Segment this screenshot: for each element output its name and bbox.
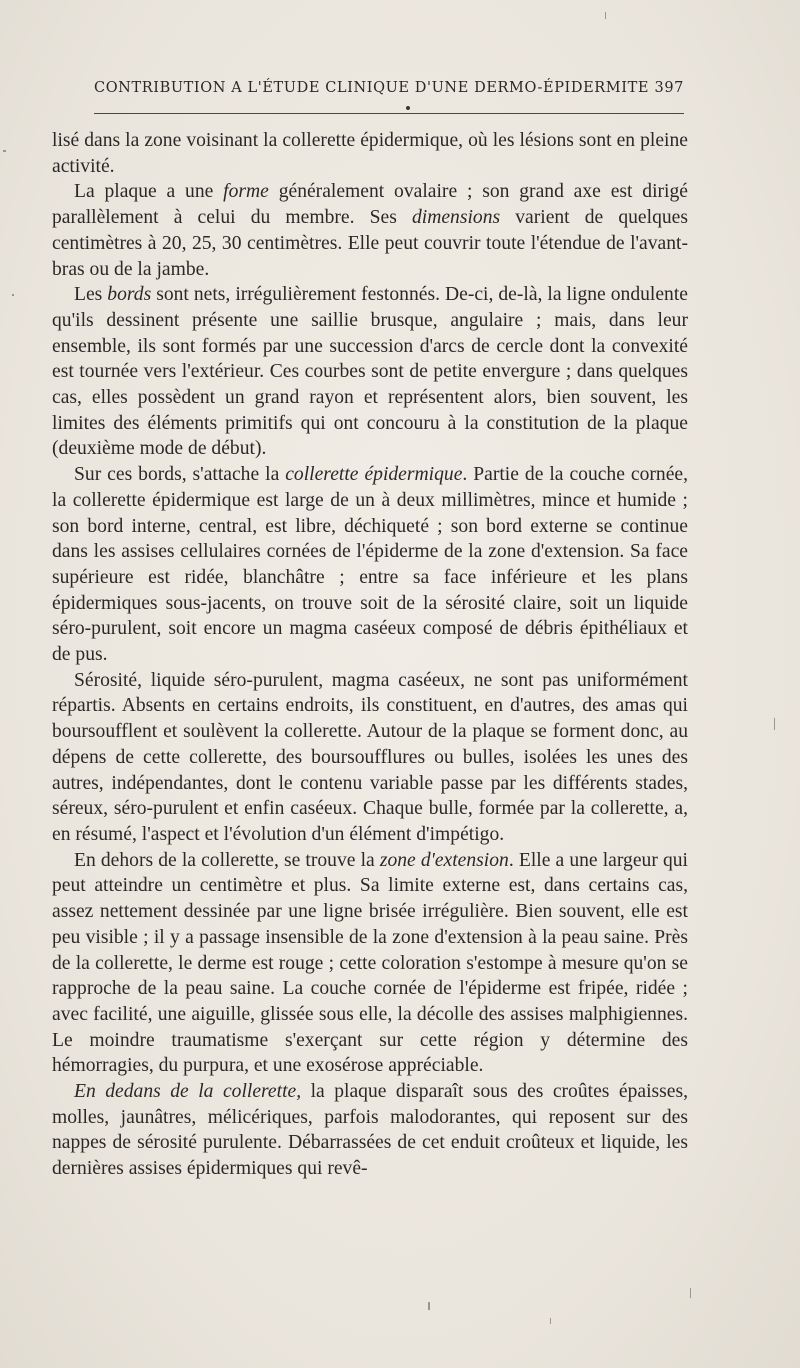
paragraph-6: En dehors de la collerette, se trouve la zone d'extension. Elle a une largeur qui peut atteindre un centimètre et plus. Sa limite externe est, dans certains cas, assez nettement dessinée par une ligne brisée irrégulière. Bien souvent, elle est peu visible ; il y a passage insensible de la zone d'extension à la peau saine. Près de la collerette, le derme est rouge ; cette coloration s'estompe à mesure qu'on se rapproche de la peau saine. La couche cornée de l'épiderme est fripée, ridée ; avec facilité, une aiguille, glissée sous elle, la décolle des assises malphigiennes. Le moindre traumatisme s'exerçant sur cette région y détermine des hémorragies, du purpura, et une exosérose appréciable. (52, 849, 688, 1077)
speck (774, 718, 775, 730)
running-title: CONTRIBUTION A L'ÉTUDE CLINIQUE D'UNE DERMO-ÉPIDERMITE (94, 80, 650, 96)
paragraph-1: lisé dans la zone voisinant la collerette épidermique, où les lésions sont en pleine activité. (52, 130, 688, 177)
paragraph-7: En dedans de la collerette, la plaque disparaît sous des croûtes épaisses, molles, jaunâtres, mélicériques, parfois malodorantes, qui reposent sur des nappes de sérosité purulente. Débarrassées de cet enduit croûteux et liquide, les dernières assises épidermiques qui revê- (52, 1081, 688, 1180)
speck (605, 12, 606, 19)
header-rule (94, 113, 684, 114)
body-text (52, 128, 688, 1182)
rule-ornament (406, 106, 410, 110)
paragraph-3: Les bords sont nets, irrégulièrement festonnés. De-ci, de-là, la ligne ondulente qu'ils dessinent présente une saillie brusque, angulaire ; mais, dans leur ensemble, ils sont formés par une succession d'arcs de cercle dont la convexité est tournée vers l'extérieur. Ces courbes sont de petite envergure ; dans quelques cas, elles possèdent un grand rayon et représentent alors, bien souvent, les limites des éléments primitifs qui ont concouru à la constitution de la plaque (deuxième mode de début). (52, 284, 688, 460)
speck (3, 150, 6, 152)
speck (690, 1288, 691, 1298)
speck (428, 1302, 430, 1310)
paragraph-2: La plaque a une forme généralement ovalaire ; son grand axe est dirigé parallèlement à celui du membre. Ses dimensions varient de quelques centimètres à 20, 25, 30 centimètres. Elle peut couvrir toute l'étendue de l'avant-bras ou de la jambe. (52, 181, 688, 280)
speck (550, 1318, 551, 1324)
paragraph-5: Sérosité, liquide séro-purulent, magma caséeux, ne sont pas uniformément répartis. Absents en certains endroits, ils constituent, en d'autres, des amas qui boursoufflent et soulèvent la collerette. Autour de la plaque se forment donc, au dépens de cette collerette, des boursoufflures ou bulles, isolées les unes des autres, indépendantes, dont le contenu variable passe par les différents stades, séreux, séro-purulent et enfin caséeux. Chaque bulle, formée par la collerette, a, en résumé, l'aspect et l'évolution d'un élément d'impétigo. (52, 669, 688, 845)
speck (12, 294, 14, 296)
paragraph-4: Sur ces bords, s'attache la collerette épidermique. Partie de la couche cornée, la collerette épidermique est large de un à deux millimètres, mince et humide ; son bord interne, central, est libre, déchiqueté ; son bord externe se continue dans les assises cellulaires cornées de l'épiderme de la zone d'extension. Sa face supérieure est ridée, blanchâtre ; entre sa face inférieure et les plans épidermiques sous-jacents, on trouve soit de la sérosité claire, soit un liquide séro-purulent, soit encore un magma caséeux composé de débris épithéliaux et de pus. (52, 464, 688, 666)
running-head (94, 80, 684, 100)
page-number: 397 (654, 80, 684, 96)
